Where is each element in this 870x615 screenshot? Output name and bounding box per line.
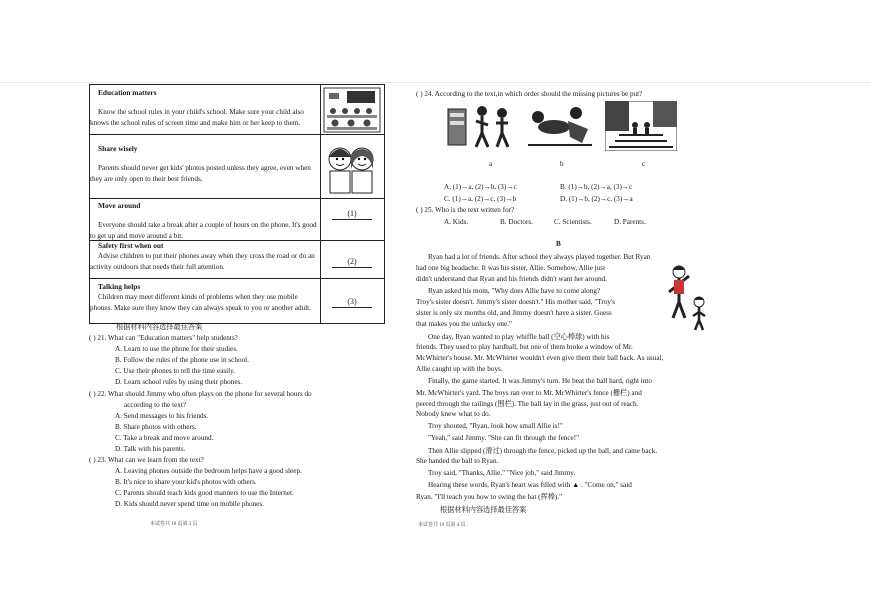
question-25-stem: ( ) 25. Who is the text written for? [416, 206, 515, 214]
passage-line: friends. They used to play hardball, but one of them broke a window of Mr. [416, 343, 633, 351]
two-kids-picture [326, 139, 378, 195]
picture-b-activity [524, 101, 596, 151]
passage-line: Ryan had a lot of friends. After school they always played together. But Ryan [428, 253, 651, 261]
table-row-divider [90, 134, 384, 135]
section-instruction: 根据材料内容选择最佳答案 [116, 323, 203, 331]
picture-label-a: a [489, 160, 493, 168]
option-24-d: D. (1)→b, (2)→c, (3)→a [560, 195, 633, 203]
tips-table [89, 84, 385, 324]
passage-line: Ryan. "I'll teach you how to swing the bat (挥棒)." [416, 493, 563, 501]
picture-label-b: b [560, 160, 564, 168]
row-text: Everyone should take a break after a couple of hours on the phone. It's good to get up and move around a bit. [90, 221, 317, 240]
picture-label-c: c [642, 160, 646, 168]
question-23-stem: ( ) 23. What can we learn from the text? [89, 456, 204, 464]
option-21-b: B. Follow the rules of the phone use in school. [115, 356, 249, 364]
option-23-d: D. Kids should never spend time on mobile phones. [115, 500, 264, 508]
row-title: Safety first when out [98, 241, 164, 250]
option-23-a: A. Leaving phones outside the bedroom helps have a good sleep. [115, 467, 302, 475]
option-21-a: A. Learn to use the phone for their studies. [115, 345, 238, 353]
option-23-b: B. It's nice to share your kid's photos with others. [115, 478, 257, 486]
section-instruction-right: 根据材料内容选择最佳答案 [440, 506, 527, 514]
row-title: Education matters [98, 88, 157, 97]
row-text: Children may meet different kinds of problems when they use mobile phones. Make sure they know they can always speak to you or another adult. [90, 293, 311, 312]
passage-line: Troy said, "Thanks, Allie." "Nice job," said Jimmy. [428, 469, 576, 477]
passage-line: Troy's sister doesn't. Jimmy's sister doesn't." His mother said, "Troy's [416, 298, 616, 306]
option-25-c: C. Scientists. [554, 218, 592, 226]
table-row-divider [90, 278, 384, 279]
option-21-c: C. Use their phones to tell the time easily. [115, 367, 236, 375]
passage-line: that makes you the unlucky one." [416, 320, 512, 328]
scan-edge-line [0, 82, 870, 83]
question-21-stem: ( ) 21. What can "Education matters" help students? [89, 334, 238, 342]
passage-line: Troy shouted, "Ryan, look how small Allie is!" [428, 422, 563, 430]
passage-line: had one big headache. It was his sister, Allie. Somehow, Allie just [416, 264, 606, 272]
passage-line: McWhirter's house. Mr. McWhirter wouldn't even give them their ball back. As usual, [416, 354, 664, 362]
option-22-a: A. Send messages to his friends. [115, 412, 209, 420]
question-22-stem-cont: according to the text? [124, 401, 187, 409]
option-24-c: C. (1)→a, (2)→c, (3)→b [444, 195, 517, 203]
option-25-b: B. Doctors. [500, 218, 533, 226]
option-22-d: D. Talk with his parents. [115, 445, 186, 453]
option-23-c: C. Parents should teach kids good manners to use the Internet. [115, 489, 294, 497]
passage-line: "Yeah," said Jimmy. "She can fit through the fence!" [428, 434, 580, 442]
passage-line: Allie caught up with the boys. [416, 365, 503, 373]
section-b-heading: B [556, 240, 561, 248]
table-column-divider [320, 85, 321, 323]
option-21-d: D. Learn school rules by using their phones. [115, 378, 243, 386]
option-25-a: A. Kids. [444, 218, 469, 226]
classroom-picture [323, 87, 381, 133]
passage-line: She handed the ball to Ryan. [416, 457, 499, 465]
passage-line: didn't understand that Ryan and his friends didn't want her around. [416, 275, 607, 283]
page-footer-right: 本试卷共 10 页第 4 页 [418, 523, 466, 528]
passage-line: Then Allie slipped (滑过) through the fence, picked up the ball, and came back. [428, 447, 658, 455]
passage-line: Mr. McWhirter's yard. The boys ran over to Mr. McWhirter's fence (栅栏) and [416, 389, 642, 397]
question-24-stem: ( ) 24. According to the text,in which order should the missing pictures be put? [416, 90, 643, 98]
row-text: Advise children to put their phones away when they cross the road or do an activity outdoors that needs their full attention. [90, 252, 315, 271]
row-title: Move around [98, 201, 141, 210]
passage-line: sister is only six months old, and Jimmy doesn't have a sister. Guess [416, 309, 612, 317]
row-text: Parents should never get kids' photos posted unless they agree, even when they are only open to their best friends. [90, 164, 311, 183]
option-22-b: B. Share photos with others. [115, 423, 197, 431]
picture-c-street [605, 101, 677, 151]
row-text: Know the school rules in your child's school. Make sure your child also knows the school rules of screen time and make him or her keep to them. [90, 108, 304, 127]
passage-line: Nobody knew what to do. [416, 410, 491, 418]
option-25-d: D. Parents. [614, 218, 646, 226]
passage-line: Finally, the game started. It was Jimmy's turn. He beat the ball hard, right into [428, 377, 652, 385]
option-22-c: C. Take a break and move around. [115, 434, 214, 442]
row-title: Share wisely [98, 144, 138, 153]
picture-blank-3: (3) [332, 297, 372, 308]
passage-line: peered through the railings (围栏). The ball lay in the grass, just out of reach. [416, 400, 639, 408]
picture-blank-2: (2) [332, 257, 372, 268]
passage-line: Hearing these words, Ryan's heart was filled with ▲ . "Come on," said [428, 481, 632, 489]
question-22-stem: ( ) 22. What should Jimmy who often plays on the phone for several hours do [89, 390, 312, 398]
page-footer: 本试卷共 10 页第 3 页 [150, 522, 198, 527]
table-row-divider [90, 198, 384, 199]
row-title: Talking helps [98, 282, 141, 291]
picture-a-school [442, 101, 518, 151]
picture-blank-1: (1) [332, 209, 372, 220]
option-24-a: A. (1)→a, (2)→b, (3)→c [444, 183, 517, 191]
option-24-b: B. (1)→b, (2)→a, (3)→c [560, 183, 633, 191]
passage-line: Ryan asked his mom, "Why does Allie have to come along? [428, 287, 601, 295]
passage-line: One day, Ryan wanted to play whiffle ball (空心棒球) with his [428, 333, 610, 341]
ryan-allie-picture [665, 262, 711, 332]
